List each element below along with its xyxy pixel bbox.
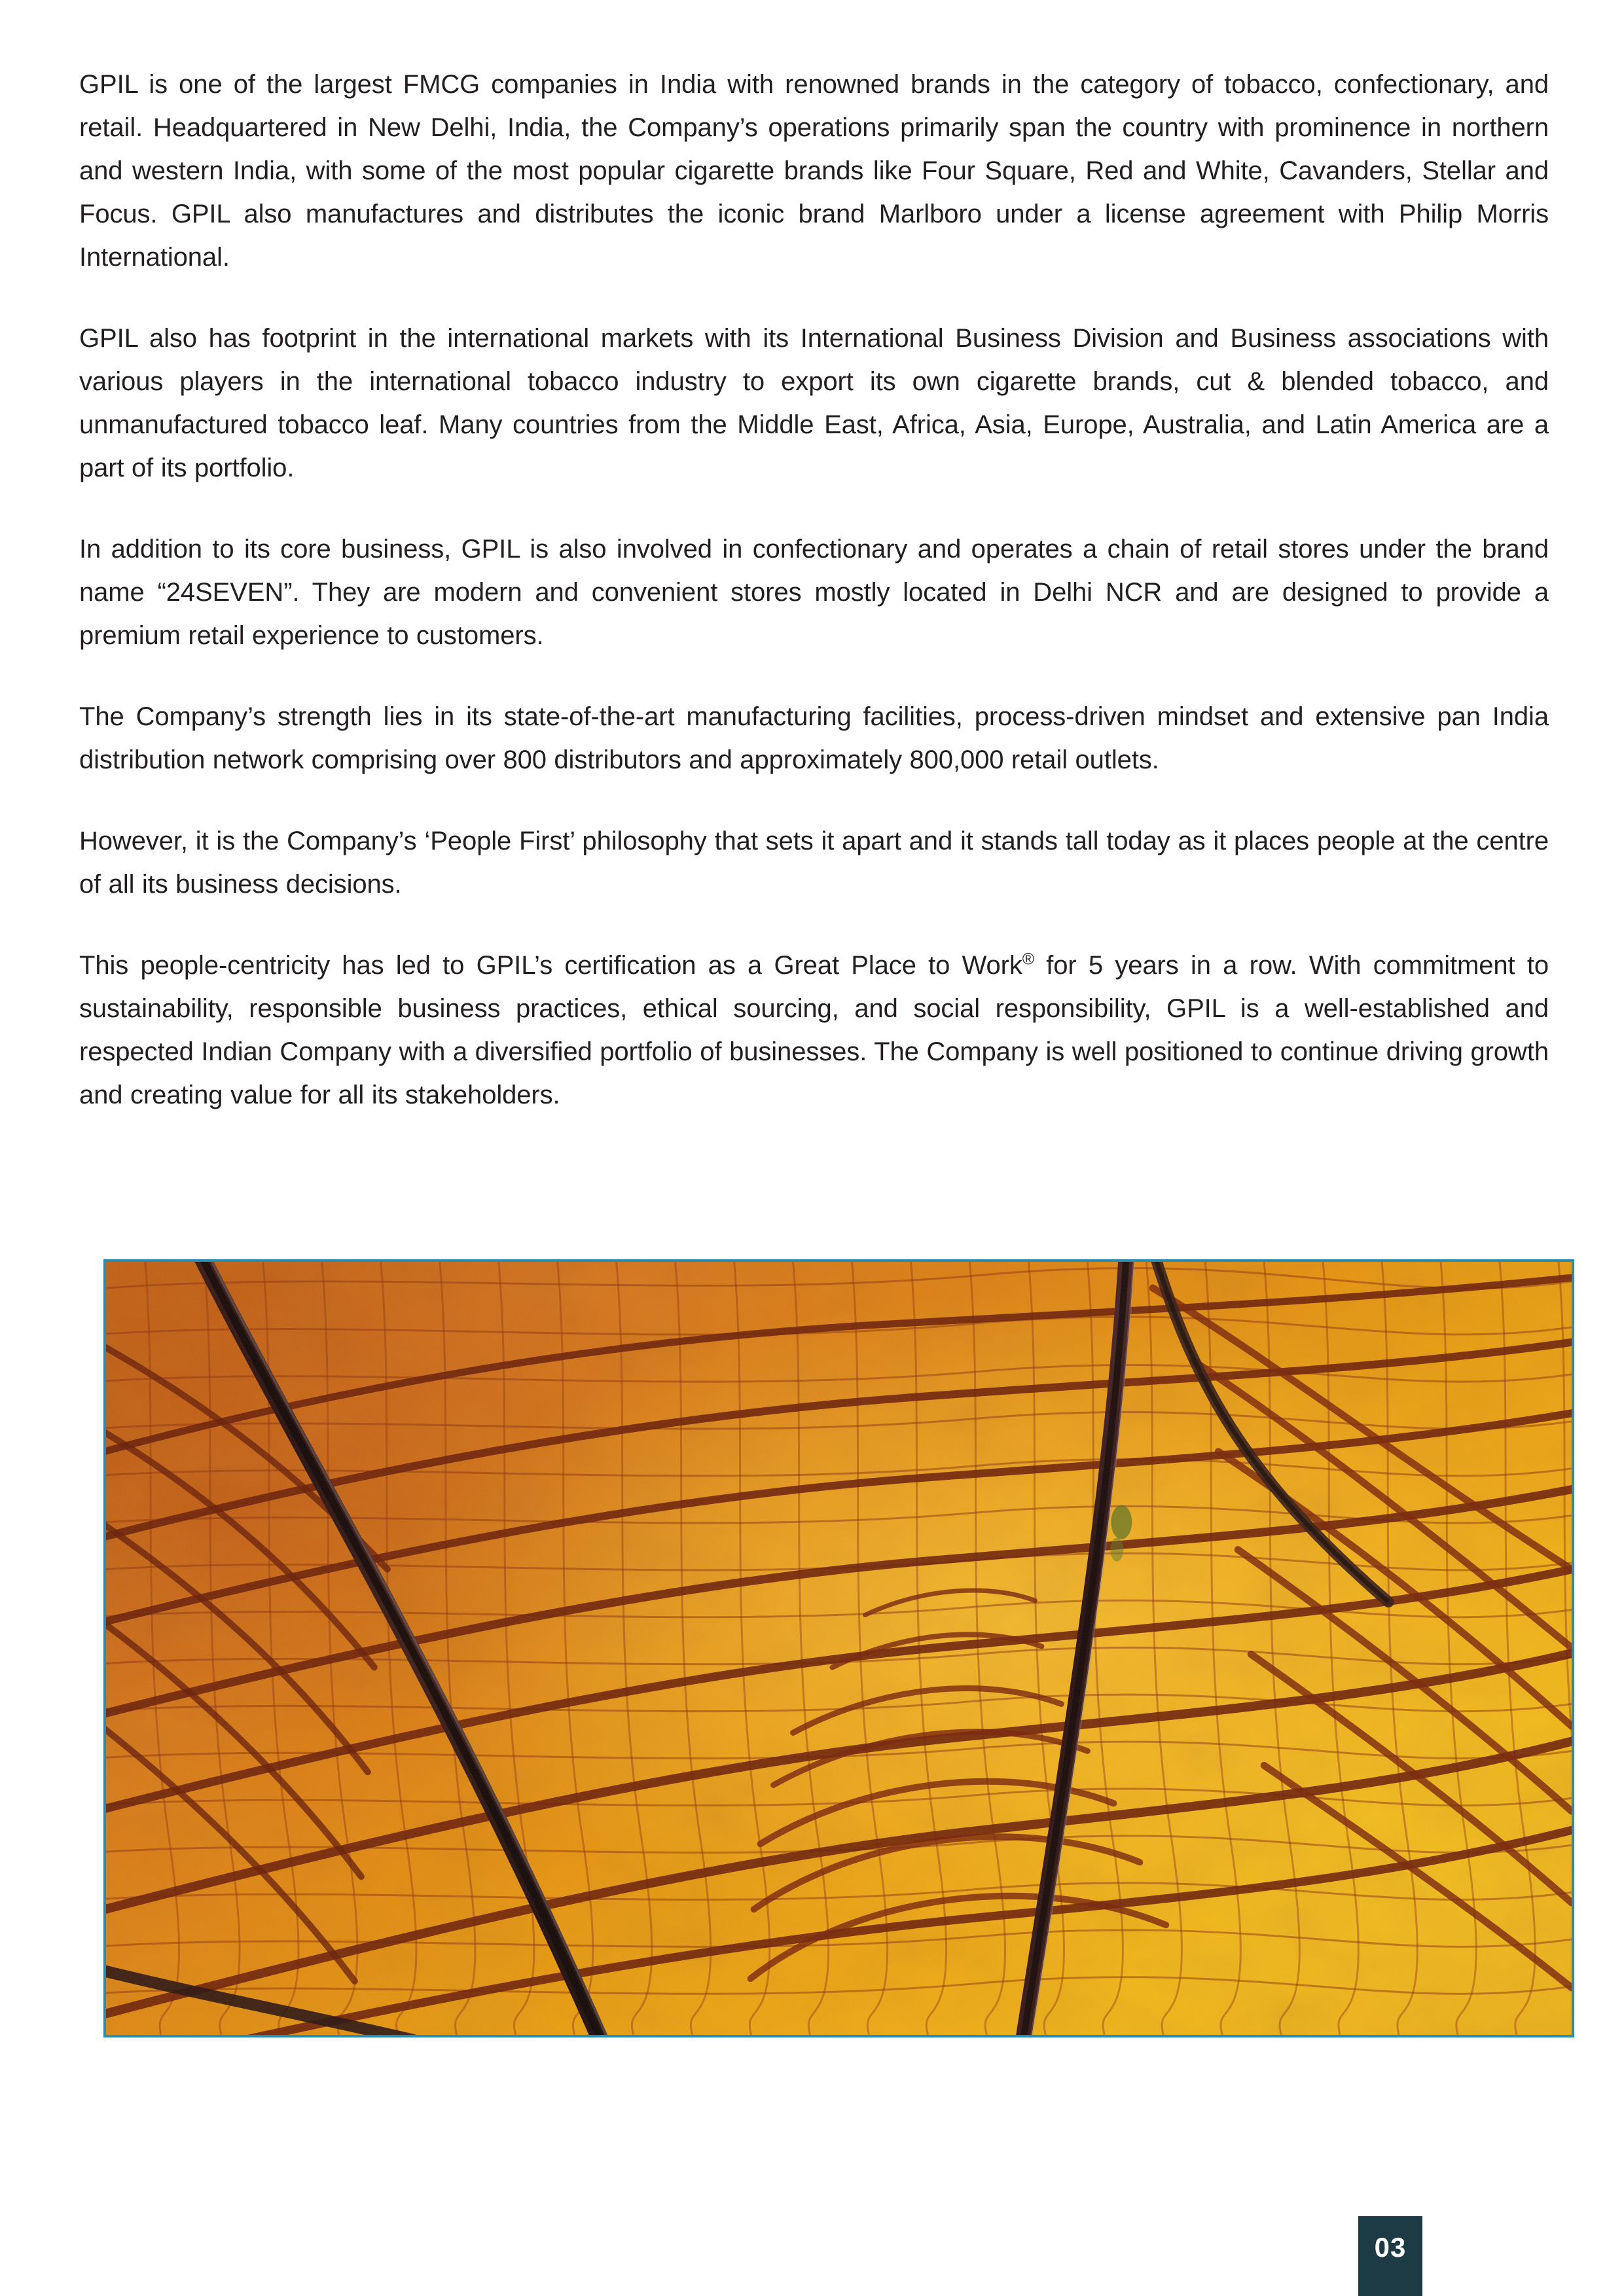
leaf-image [106, 1262, 1572, 2035]
body-text-column [79, 63, 1549, 1117]
paragraph-6-after-mark: for 5 years in a row. With commitment to sustainability, responsible business practices, ethical sourcing, and social responsibility, GPIL is a well-established and respected Indian Company with a diversified portfolio of businesses. The Company is well positioned to continue driving growth and creating value for all its stakeholders. [79, 951, 1549, 1109]
registered-trademark-mark: ® [1022, 950, 1034, 969]
paragraph-2: GPIL also has footprint in the international markets with its International Business Division and Business associations with various players in the international tobacco industry to export its own cigarette brands, cut & blended tobacco, and unmanufactured tobacco leaf. Many countries from the Middle East, Africa, Asia, Europe, Australia, and Latin America are a part of its portfolio. [79, 324, 1549, 482]
paragraph-3: In addition to its core business, GPIL is also involved in confectionary and operates a chain of retail stores under the brand name “24SEVEN”. They are modern and convenient stores mostly located in Delhi NCR and are designed to provide a premium retail experience to customers. [79, 535, 1549, 650]
paragraph-6-before-mark: This people-centricity has led to GPIL’s certification as a Great Place to Work [79, 951, 1022, 980]
paragraph-4: The Company’s strength lies in its state-of-the-art manufacturing facilities, process-driven mindset and extensive pan India distribution network comprising over 800 distributors and approximately 800,000 retail outlets. [79, 702, 1549, 774]
paragraph-6 [79, 944, 1549, 1117]
paragraph-1: GPIL is one of the largest FMCG companies in India with renowned brands in the category of tobacco, confectionary, and retail. Headquartered in New Delhi, India, the Company’s operations primarily span the country with prominence in northern and western India, with some of the most popular cigarette brands like Four Square, Red and White, Cavanders, Stellar and Focus. GPIL also manufactures and distributes the iconic brand Marlboro under a license agreement with Philip Morris International. [79, 70, 1549, 272]
page-number-badge [1358, 2216, 1422, 2296]
leaf-illustration [106, 1262, 1572, 2035]
leaf-photograph [103, 1259, 1574, 2037]
paragraph-5: However, it is the Company’s ‘People First’ philosophy that sets it apart and it stands tall today as it places people at the centre of all its business decisions. [79, 827, 1549, 899]
page-number-label: 03 [1374, 2232, 1407, 2263]
